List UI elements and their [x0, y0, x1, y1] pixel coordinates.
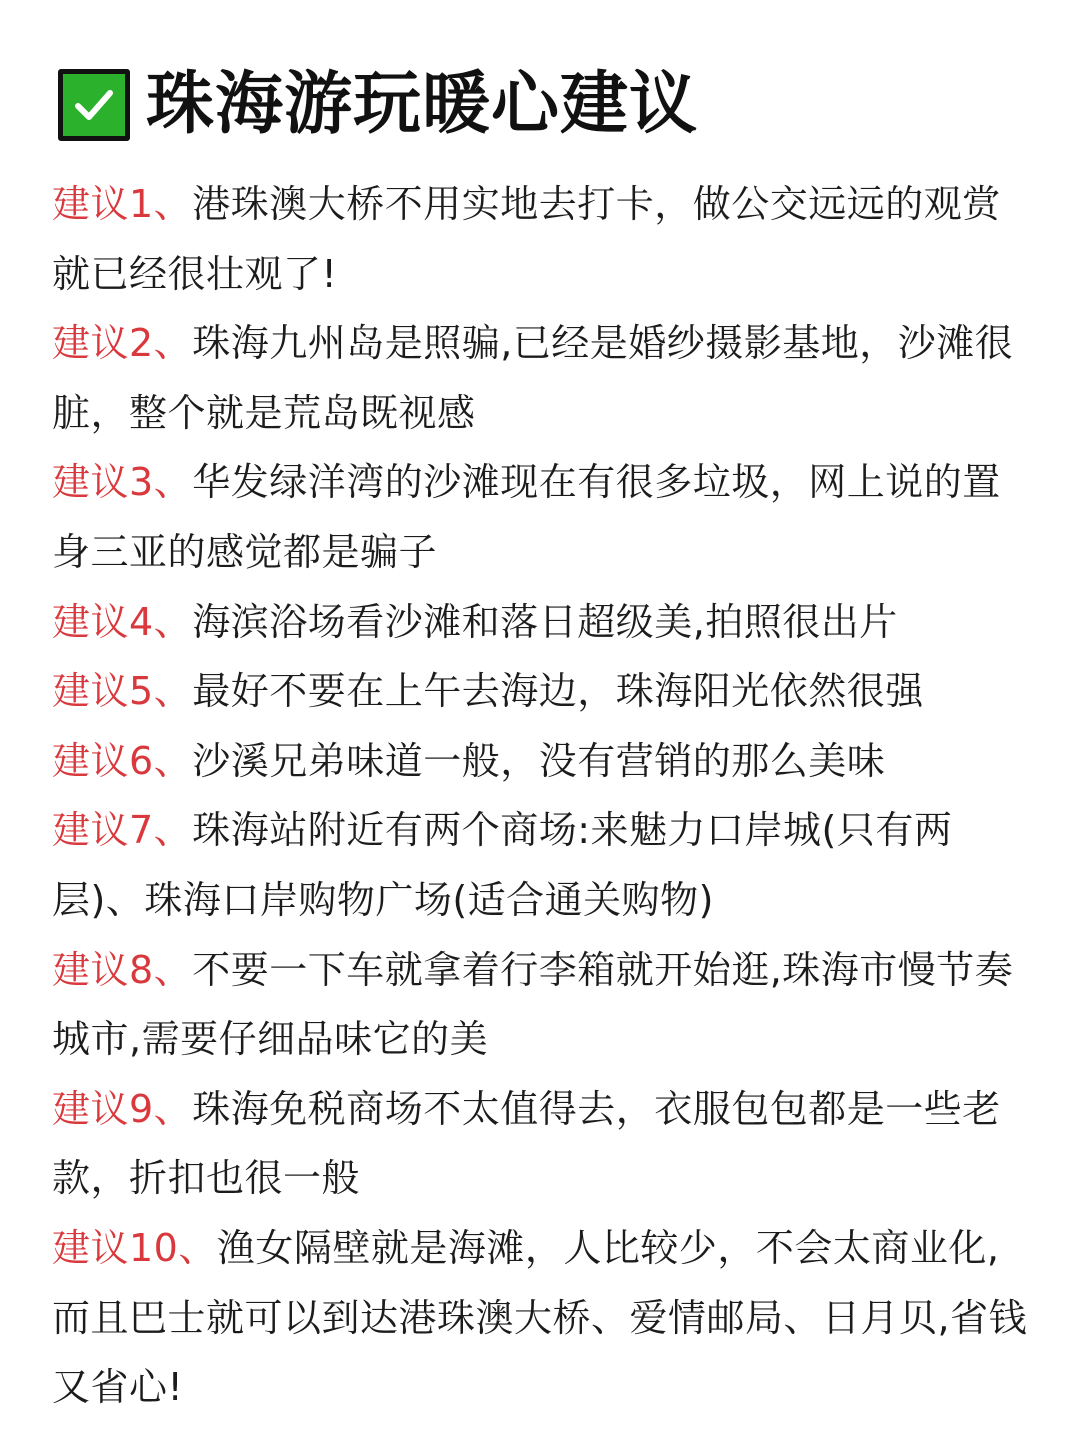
tip-label: 建议6、 [52, 738, 193, 783]
tip-item-4 [52, 588, 1030, 658]
tip-item-8 [52, 936, 1030, 1075]
tip-label: 建议9、 [52, 1086, 193, 1131]
tip-item-2 [52, 309, 1030, 448]
tip-text: 珠海站附近有两个商场:来魅力口岸城(只有两层)、珠海口岸购物广场(适合通关购物) [52, 808, 953, 922]
tip-item-6 [52, 727, 1030, 797]
tip-text: 海滨浴场看沙滩和落日超级美,拍照很出片 [192, 599, 898, 644]
tip-item-5 [52, 657, 1030, 727]
tip-item-7 [52, 796, 1030, 935]
tip-label: 建议4、 [52, 599, 193, 644]
tip-text: 华发绿洋湾的沙滩现在有很多垃圾，网上说的置身三亚的感觉都是骗子 [52, 460, 1001, 574]
tip-text: 沙溪兄弟味道一般，没有营销的那么美味 [192, 738, 886, 783]
tips-list [52, 170, 1030, 1423]
tip-label: 建议1、 [52, 182, 193, 226]
tip-text: 渔女隔壁就是海滩，人比较少，不会太商业化,而且巴士就可以到达港珠澳大桥、爱情邮局、日月贝,省钱又省心! [52, 1225, 1028, 1410]
tip-text: 港珠澳大桥不用实地去打卡，做公交远远的观赏就已经很壮观了! [52, 182, 1001, 296]
tip-text: 珠海九州岛是照骗,已经是婚纱摄影基地，沙滩很脏，整个就是荒岛既视感 [52, 321, 1014, 435]
tip-item-10 [52, 1214, 1030, 1423]
tip-label: 建议5、 [52, 669, 193, 714]
tip-text: 珠海免税商场不太值得去，衣服包包都是一些老款，折扣也很一般 [52, 1086, 1001, 1201]
tip-item-9 [52, 1075, 1030, 1214]
page-title: 珠海游玩暖心建议 [146, 65, 699, 144]
check-mark-glyph [69, 80, 119, 130]
tip-item-3 [52, 448, 1030, 587]
tip-item-1 [52, 170, 1030, 309]
tip-text: 最好不要在上午去海边，珠海阳光依然很强 [192, 669, 924, 714]
tip-label: 建议3、 [52, 460, 193, 505]
tip-text: 不要一下车就拿着行李箱就开始逛,珠海市慢节奏城市,需要仔细品味它的美 [52, 947, 1014, 1062]
tip-label: 建议8、 [52, 947, 193, 992]
tip-label: 建议2、 [52, 321, 193, 366]
check-mark-icon [58, 69, 130, 141]
tip-label: 建议10、 [52, 1225, 217, 1270]
tip-label: 建议7、 [52, 808, 193, 853]
title-row [52, 60, 1030, 150]
